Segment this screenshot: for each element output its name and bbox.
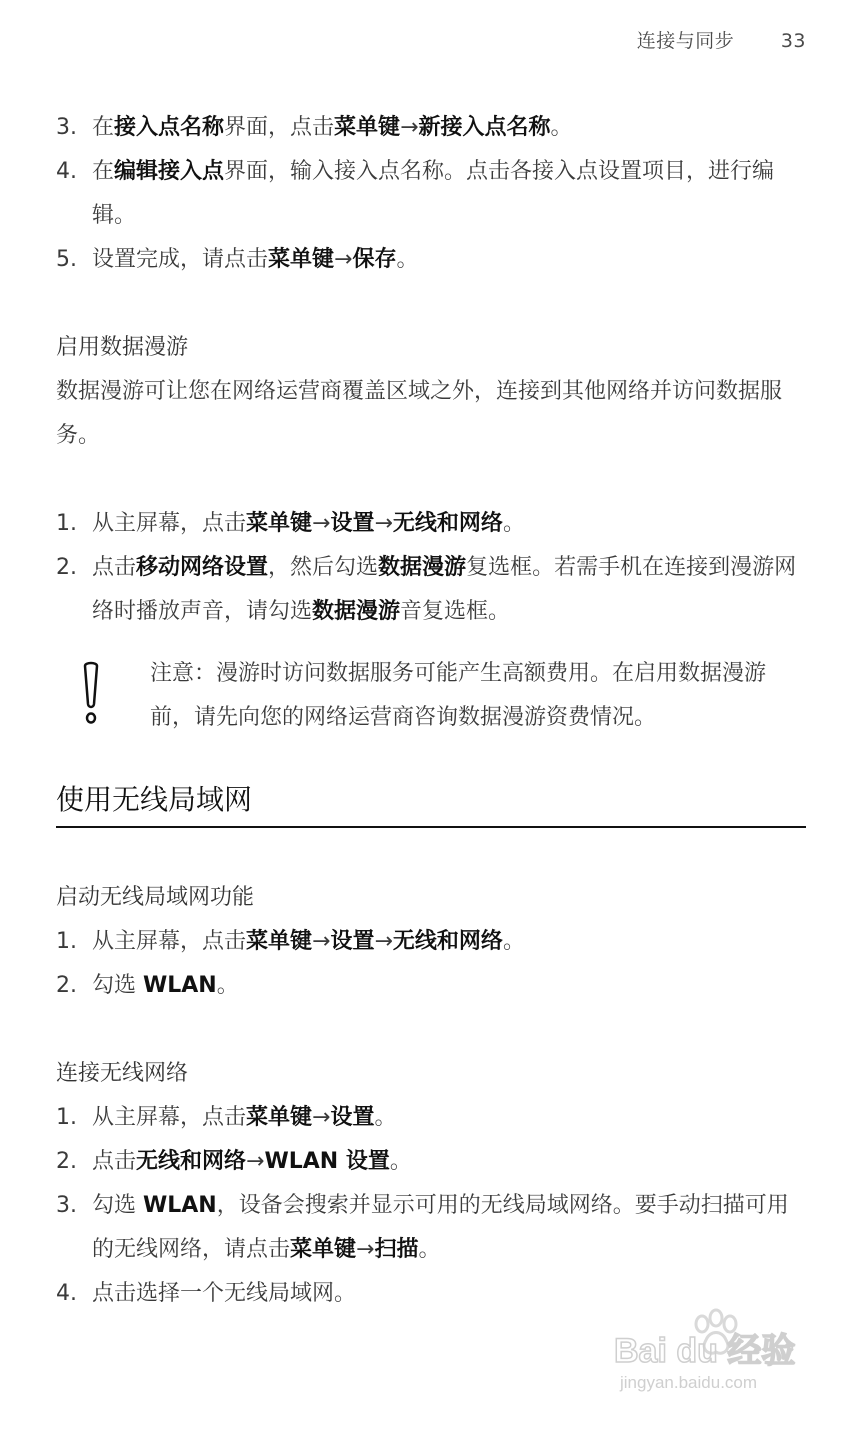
step-item <box>56 106 806 150</box>
step-text-part: → <box>374 511 393 536</box>
wlan-connect-steps-list <box>56 1096 806 1316</box>
ui-term: 保存 <box>352 247 397 272</box>
step-text-part: 从主屏幕，点击 <box>92 1105 247 1130</box>
roaming-heading: 启用数据漫游 <box>56 335 189 360</box>
wlan-connect-heading: 连接无线网络 <box>56 1061 189 1086</box>
step-text-part: 设置完成，请点击 <box>92 247 269 272</box>
step-text-part: ，设备会搜索并显示可用的无线局域网络。要手动扫描可用的无线网络，请点击 <box>92 1193 789 1262</box>
ui-term: 设置 <box>330 511 375 536</box>
step-item <box>56 546 806 634</box>
step-text-part: → <box>334 247 353 272</box>
baidu-jingyan-watermark <box>610 1300 820 1400</box>
ui-term: 无线和网络 <box>392 929 503 954</box>
step-text <box>92 546 806 634</box>
ui-term: 数据漫游 <box>312 599 401 624</box>
wlan-enable-heading: 启动无线局域网功能 <box>56 885 255 910</box>
step-text-part: → <box>356 1237 375 1262</box>
step-number: 1. <box>56 929 77 954</box>
step-number: 2. <box>56 555 77 580</box>
step-item <box>56 238 806 282</box>
apn-steps-list <box>56 106 806 282</box>
step-number: 4. <box>56 159 77 184</box>
ui-term: 菜单键 <box>268 247 335 272</box>
step-number: 3. <box>56 1193 77 1218</box>
step-text <box>92 238 419 282</box>
ui-term: 设置 <box>330 1105 375 1130</box>
step-item <box>56 150 806 238</box>
roaming-description: 数据漫游可让您在网络运营商覆盖区域之外，连接到其他网络并访问数据服务。 <box>56 379 783 448</box>
note-text: 注意：漫游时访问数据服务可能产生高额费用。在启用数据漫游前，请先向您的网络运营商咨询数据漫游资费情况。 <box>150 661 767 730</box>
watermark-brand: Bai du 经验 <box>614 1332 796 1370</box>
roaming-steps-list <box>56 502 806 634</box>
ui-term: WLAN <box>143 973 217 998</box>
step-number: 1. <box>56 511 77 536</box>
ui-term: 接入点名称 <box>114 115 225 140</box>
step-text-part: 。 <box>396 247 419 272</box>
step-text-part: 。 <box>502 511 525 536</box>
ui-term: 无线和网络 <box>136 1149 247 1174</box>
ui-term: 设置 <box>330 929 375 954</box>
step-text-part: 界面，点击 <box>224 115 335 140</box>
roaming-note <box>56 652 806 740</box>
step-item <box>56 1140 806 1184</box>
step-number: 5. <box>56 247 77 272</box>
ui-term: 菜单键 <box>334 115 401 140</box>
section-name: 连接与同步 <box>636 30 735 52</box>
wlan-enable-steps-list <box>56 920 806 1008</box>
ui-term: 菜单键 <box>246 511 313 536</box>
ui-term: 菜单键 <box>246 929 313 954</box>
step-number: 2. <box>56 1149 77 1174</box>
page-content <box>56 106 806 1316</box>
watermark-url: jingyan.baidu.com <box>620 1373 758 1392</box>
step-text-part: 勾选 <box>92 973 143 998</box>
step-text <box>92 1184 806 1272</box>
step-item <box>56 1096 806 1140</box>
step-number: 2. <box>56 973 77 998</box>
step-text-part: → <box>312 929 331 954</box>
warning-icon <box>78 660 104 726</box>
step-text <box>92 964 239 1008</box>
step-text-part: → <box>312 1105 331 1130</box>
ui-term: 菜单键 <box>290 1237 357 1262</box>
step-text-part: 点击选择一个无线局域网。 <box>92 1281 357 1306</box>
ui-term: 编辑接入点 <box>114 159 225 184</box>
step-text-part: 从主屏幕，点击 <box>92 929 247 954</box>
step-text-part: → <box>400 115 419 140</box>
ui-term: WLAN <box>143 1193 217 1218</box>
step-text-part: 点击 <box>92 1149 137 1174</box>
page-number: 33 <box>780 30 806 52</box>
step-text-part: 。 <box>216 973 239 998</box>
wlan-section-title: 使用无线局域网 <box>56 780 806 828</box>
step-text-part: 在 <box>92 115 115 140</box>
ui-term: WLAN 设置 <box>264 1149 390 1174</box>
step-item <box>56 920 806 964</box>
ui-term: 数据漫游 <box>378 555 467 580</box>
step-text-part: 。 <box>418 1237 441 1262</box>
step-text-part: → <box>374 929 393 954</box>
step-text <box>92 920 525 964</box>
step-text <box>92 150 806 238</box>
step-text-part: → <box>312 511 331 536</box>
step-text <box>92 1096 397 1140</box>
step-text-part: 勾选 <box>92 1193 143 1218</box>
step-text-part: 在 <box>92 159 115 184</box>
step-text-part: 界面，输入接入点名称。点击各接入点设置项目，进行编辑。 <box>92 159 775 228</box>
ui-term: 移动网络设置 <box>136 555 269 580</box>
step-item <box>56 964 806 1008</box>
step-item <box>56 502 806 546</box>
step-text <box>92 502 525 546</box>
ui-term: 无线和网络 <box>392 511 503 536</box>
step-text <box>92 106 573 150</box>
step-text-part: 从主屏幕，点击 <box>92 511 247 536</box>
step-number: 3. <box>56 115 77 140</box>
step-text <box>92 1272 356 1316</box>
step-text-part: 点击 <box>92 555 137 580</box>
ui-term: 新接入点名称 <box>418 115 551 140</box>
step-text-part: ，然后勾选 <box>268 555 379 580</box>
ui-term: 扫描 <box>374 1237 419 1262</box>
step-item <box>56 1184 806 1272</box>
step-text-part: 。 <box>374 1105 397 1130</box>
ui-term: 菜单键 <box>246 1105 313 1130</box>
page-header <box>637 26 806 53</box>
step-text-part: → <box>246 1149 265 1174</box>
step-number: 1. <box>56 1105 77 1130</box>
step-text-part: 。 <box>389 1149 412 1174</box>
step-text-part: 。 <box>502 929 525 954</box>
step-text-part: 。 <box>550 115 573 140</box>
step-number: 4. <box>56 1281 77 1306</box>
step-text-part: 复选框。若需手机在连接到漫游网络时播放声音，请勾选 <box>92 555 797 624</box>
step-text-part: 音复选框。 <box>400 599 511 624</box>
step-text <box>92 1140 412 1184</box>
